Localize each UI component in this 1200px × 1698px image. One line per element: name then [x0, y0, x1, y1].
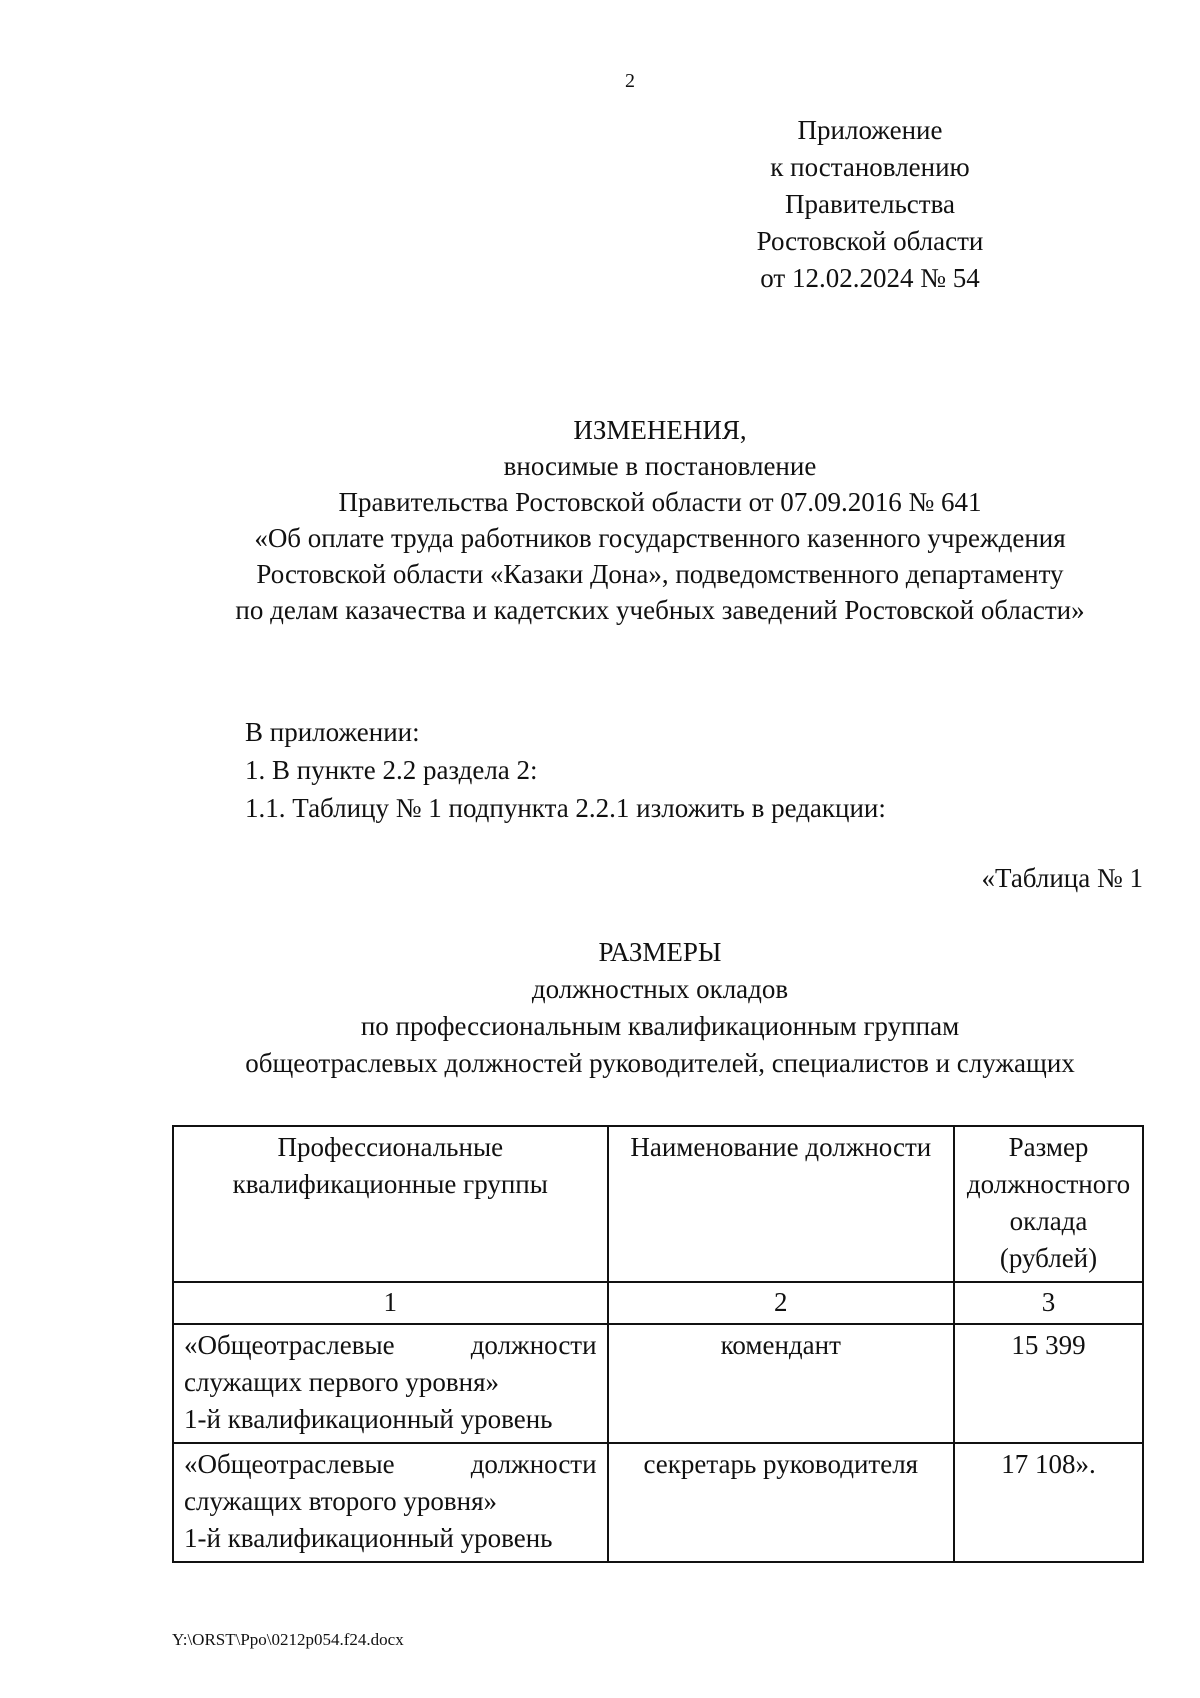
salary-cell: 15 399 — [954, 1324, 1143, 1443]
sizes-title-line: общеотраслевых должностей руководителей, специалистов и служащих — [245, 1048, 1075, 1078]
approval-line: Ростовской области — [756, 226, 984, 256]
body-paragraphs — [245, 713, 886, 827]
changes-title-line: «Об оплате труда работников государственного казенного учреждения — [254, 523, 1066, 553]
body-line: В приложении: — [245, 717, 420, 747]
position-cell: секретарь руководителя — [608, 1443, 954, 1562]
salary-table — [172, 1125, 1144, 1563]
changes-title-line: вносимые в постановление — [503, 451, 817, 481]
footer-file-path: Y:\ORST\Ppo\0212p054.f24.docx — [172, 1630, 404, 1649]
sizes-title — [150, 934, 1170, 1082]
approval-line: Приложение — [797, 115, 943, 145]
column-number: 3 — [954, 1282, 1143, 1324]
changes-heading: ИЗМЕНЕНИЯ, — [573, 415, 747, 445]
sizes-heading: РАЗМЕРЫ — [598, 937, 722, 967]
changes-title — [150, 412, 1170, 628]
changes-title-line: Правительства Ростовской области от 07.09.2016 № 641 — [338, 487, 982, 517]
changes-title-line: Ростовской области «Казаки Дона», подведомственного департаменту — [256, 559, 1064, 589]
column-number: 1 — [173, 1282, 608, 1324]
group-cell: «Общеотраслевые должности служащих второго уровня» 1-й квалификационный уровень — [173, 1443, 608, 1562]
approval-line: от 12.02.2024 № 54 — [760, 263, 980, 293]
table-reference: «Таблица № 1 — [981, 863, 1143, 893]
header-cell-salary: Размер должностного оклада (рублей) — [954, 1126, 1143, 1282]
column-number: 2 — [608, 1282, 954, 1324]
table-row — [173, 1324, 1143, 1443]
approval-stamp — [720, 112, 1020, 297]
salary-cell: 17 108». — [954, 1443, 1143, 1562]
page-number: 2 — [625, 70, 635, 92]
header-cell-groups: Профессиональные квалификационные группы — [173, 1126, 608, 1282]
position-cell: комендант — [608, 1324, 954, 1443]
body-line: 1. В пункте 2.2 раздела 2: — [245, 755, 538, 785]
table-header-row — [173, 1126, 1143, 1282]
table-number-row — [173, 1282, 1143, 1324]
approval-line: к постановлению — [770, 152, 970, 182]
approval-line: Правительства — [785, 189, 955, 219]
header-cell-position: Наименование должности — [608, 1126, 954, 1282]
group-cell: «Общеотраслевые должности служащих первого уровня» 1-й квалификационный уровень — [173, 1324, 608, 1443]
sizes-title-line: по профессиональным квалификационным группам — [360, 1011, 960, 1041]
body-line: 1.1. Таблицу № 1 подпункта 2.2.1 изложить в редакции: — [245, 793, 886, 823]
table-row — [173, 1443, 1143, 1562]
sizes-title-line: должностных окладов — [531, 974, 789, 1004]
changes-title-line: по делам казачества и кадетских учебных заведений Ростовской области» — [235, 595, 1085, 625]
